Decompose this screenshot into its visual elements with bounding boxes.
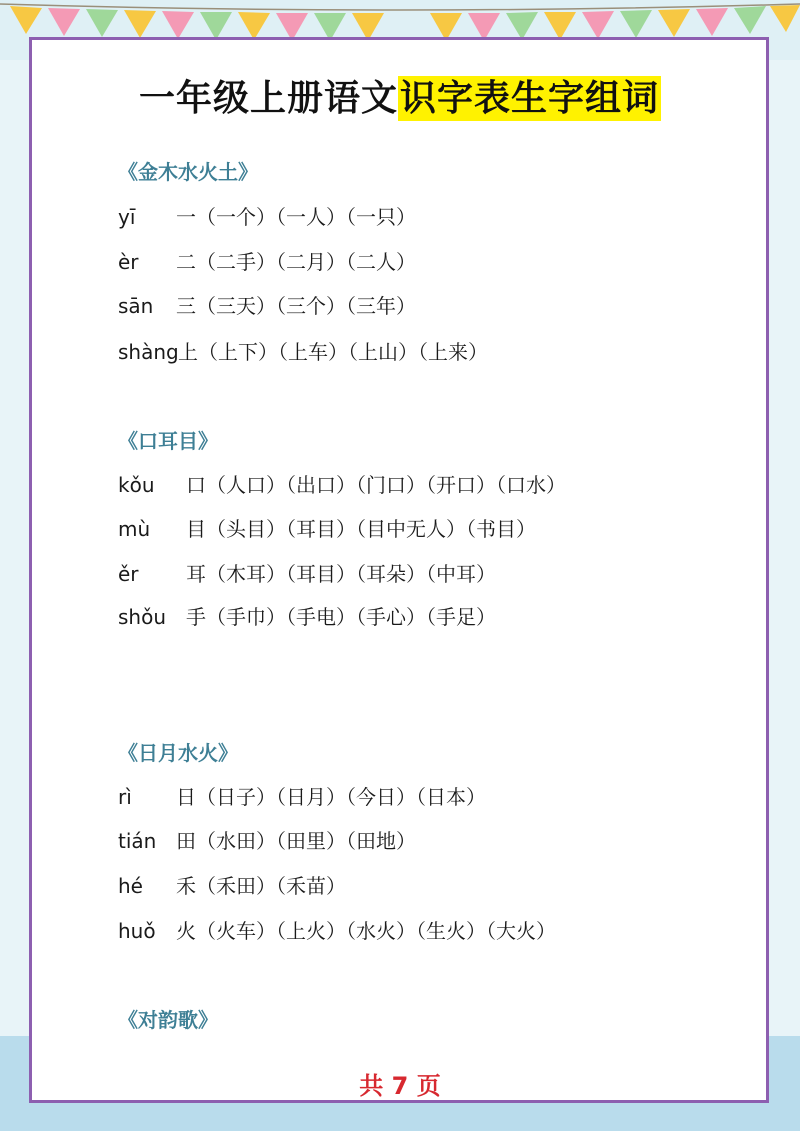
title-part1: 一年级上册语文 [138, 78, 398, 119]
word-line [118, 870, 346, 899]
word-text: 耳（木耳）（耳目）（耳朵）（中耳） [186, 562, 496, 586]
pinyin: ěr [118, 562, 139, 586]
word-text: 手（手巾）（手电）（手心）（手足） [186, 605, 496, 629]
section-heading: 《口耳目》 [118, 429, 218, 453]
word-text: 目（头目）（耳目）（目中无人）（书目） [186, 517, 536, 541]
pinyin: yī [118, 205, 136, 229]
pinyin: tián [118, 829, 157, 853]
section-heading: 《对韵歌》 [118, 1008, 218, 1032]
word-line [118, 781, 486, 810]
word-line [118, 336, 488, 365]
pinyin: mù [118, 517, 151, 541]
word-line [118, 513, 536, 542]
word-line [118, 201, 416, 230]
word-text: 三（三天）（三个）（三年） [176, 294, 416, 318]
section-heading: 《日月水火》 [118, 741, 238, 765]
pinyin: hé [118, 874, 143, 898]
word-text: 日（日子）（日月）（今日）（日本） [176, 785, 486, 809]
word-line [118, 558, 496, 587]
pinyin: huǒ [118, 919, 156, 943]
word-text: 火（火车）（上火）（水火）（生火）（大火） [176, 919, 556, 943]
word-line [118, 915, 556, 944]
word-line [118, 469, 566, 498]
word-line [118, 825, 416, 854]
word-text: 一（一个）（一人）（一只） [176, 205, 416, 229]
word-text: 口（人口）（出口）（门口）（开口）（口水） [186, 473, 566, 497]
pinyin: shàng [118, 340, 179, 364]
pinyin: sān [118, 294, 154, 318]
word-text: 禾（禾田）（禾苗） [176, 874, 346, 898]
word-line [118, 246, 416, 275]
pinyin: kǒu [118, 473, 155, 497]
page-title [0, 70, 800, 121]
word-text: 二（二手）（二月）（二人） [176, 250, 416, 274]
word-line [118, 601, 496, 630]
section-heading: 《金木水火土》 [118, 160, 258, 184]
pinyin: shǒu [118, 605, 167, 629]
word-line [118, 290, 416, 319]
word-text: 田（水田）（田里）（田地） [176, 829, 416, 853]
pinyin: èr [118, 250, 139, 274]
title-highlight: 识字表生字组词 [400, 78, 660, 119]
pinyin: rì [118, 785, 132, 809]
page-count: 共 7 页 [359, 1072, 441, 1100]
word-text: 上（上下）（上车）（上山）（上来） [178, 340, 488, 364]
